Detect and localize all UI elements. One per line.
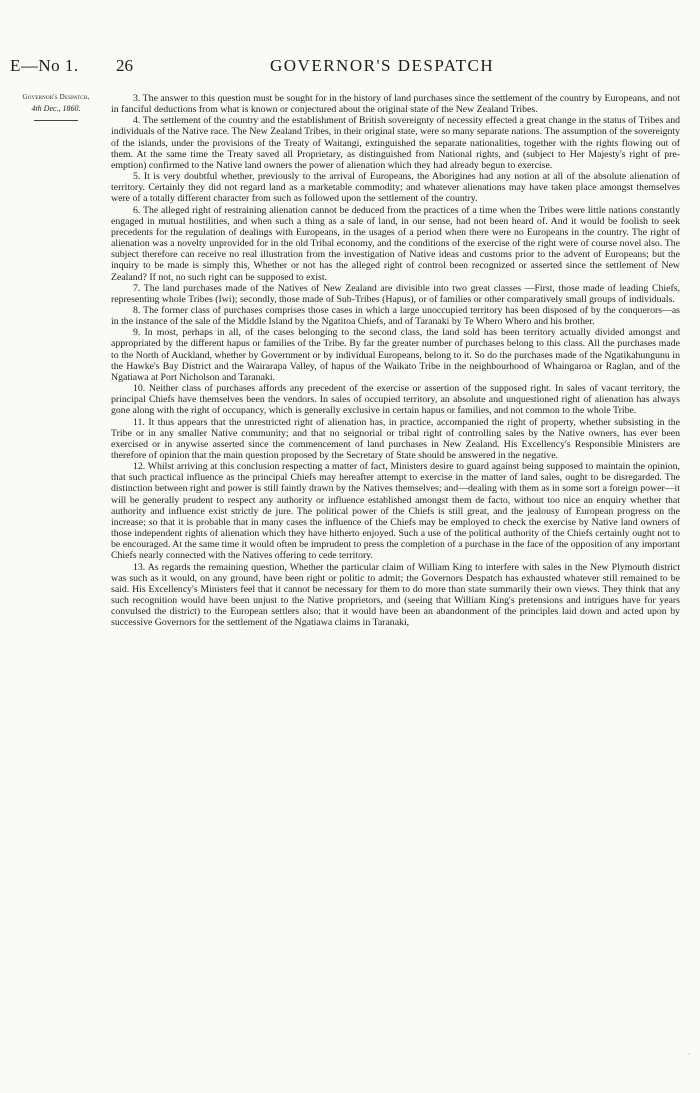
paragraph-11: 11. It thus appears that the unrestricted right of alienation has, in practice, accompanied the right of property, whether subsisting in the Tribe or in any smaller Native community; and that no seignorial or tribal right of controlling sales by the Native owners, has ever been exercised or in anywise asserted since the commencement of land purchases in New Zealand. His Excellency's Responsible Ministers are therefore of opinion that the main question proposed by the Secretary of State should be answered in the negative.: [111, 416, 680, 461]
paragraph-3: 3. The answer to this question must be sought for in the history of land purchases since the settlement of the country by Europeans, and not in fanciful deductions from what is known or conjectured about the original state of the New Zealand Tribes.: [111, 93, 680, 116]
document-reference: E—No 1.: [10, 56, 79, 75]
margin-note-date: 4th Dec., 1860.: [31, 104, 81, 113]
paragraph-5: 5. It is very doubtful whether, previously to the arrival of Europeans, the Aborigines had any notion at all of the absolute alienation of territory. Certainly they did not regard land as a marketable commodity; and whatever alienations may have taken place amongst themselves were of a totally different character from such as followed upon the settlement of the country.: [111, 171, 680, 205]
page-header: [0, 56, 700, 82]
page-title: GOVERNOR'S DESPATCH: [270, 56, 495, 75]
margin-note-rule: [34, 120, 78, 121]
despatch-body: [111, 93, 680, 629]
margin-note: [8, 92, 104, 121]
paragraph-7: 7. The land purchases made of the Natives of New Zealand are divisible into two great classes —First, those made of leading Chiefs, representing whole Tribes (Iwi); secondly, those made of Sub-Tribes (Hapus), or of families or other comparatively small groups of individuals.: [111, 282, 680, 305]
paragraph-13: 13. As regards the remaining question, Whether the particular claim of William King to interfere with sales in the New Plymouth district was such as it would, on any ground, have been right or politic to admit; the Governors Despatch has exhausted whatever still remained to be said. His Excellency's Ministers feel that it cannot be necessary for them to do more than state summarily their own views. They think that any such recognition would have been unjust to the Native proprietors, and (seeing that William King's pretensions and intrigues have for years convulsed the district) to the European settlers also; that it would have been an abandonment of the principles laid down and acted upon by successive Governors for the settlement of the Ngatiawa claims in Taranaki,: [111, 561, 680, 629]
margin-mark: ·: [688, 1050, 691, 1059]
page-number: 26: [116, 56, 133, 75]
paragraph-8: 8. The former class of purchases comprises those cases in which a large unoccupied territory has been disposed of by the conquerors—as in the instance of the sale of the Middle Island by the Ngatitoa Chiefs, and of Taranaki by Te Whero Whero and his brother.: [111, 304, 680, 328]
paragraph-9: 9. In most, perhaps in all, of the cases belonging to the second class, the land sold has been territory actually divided amongst and appropriated by the different hapus or families of the Tribe. By far the greater number of purchases belong to this class. All the purchases made to the North of Auckland, whether by Government or by individual Europeans, belong to it. So do the purchases made of the Ngatikahungunu in the Hawke's Bay District and the Wairarapa Valley, of hapus of the Waikato Tribe in the neighbourhood of Whaingaroa or Raglan, and of the Ngatiawa at Port Nicholson and Taranaki.: [111, 327, 680, 383]
paragraph-10: 10. Neither class of purchases affords any precedent of the exercise or assertion of the supposed right. In sales of vacant territory, the principal Chiefs have themselves been the vendors. In sales of occupied territory, an absolute and unquestioned right of alienation has always gone along with the right of occupancy, which is generally exclusive in certain hapus or families, and not common to the whole Tribe.: [111, 383, 680, 417]
paragraph-12: 12. Whilst arriving at this conclusion respecting a matter of fact, Ministers desire to guard against being supposed to maintain the opinion, that such practical influence as the principal Chiefs may hereafter attempt to exercise in the matter of land sales, ought to be disregarded. The distinction between right and power is still faintly drawn by the Natives themselves; and—dealing with them as in some sort a foreign power—it will be generally prudent to respect any authority or influence established amongst them de facto, without too nice an enquiry whether that authority and influence exist strictly de jure. The political power of the Chiefs is still great, and the jealousy of European progress on the increase; so that it is probable that in many cases the influence of the Chiefs may be employed to check the exercise by Native land owners of those independent rights of alienation which they have hitherto enjoyed. Such a use of the political authority of the Chiefs certainly ought not to be encouraged. At the same time it would often be imprudent to press the completion of a purchase in the face of the opposition of any important Chiefs nearly connected with the Natives offering to cede territory.: [111, 461, 680, 562]
margin-note-source: Governor's Despatch,: [22, 93, 90, 101]
paragraph-6: 6. The alleged right of restraining alienation cannot be deduced from the practices of a time when the Tribes were little nations constantly engaged in mutual hostilities, and when such a thing as a sale of land, in our sense, had not been heard of. And it would be foolish to seek precedents for the regulation of dealings with Europeans, in the usages of a period when there were no Europeans in the country. The right of alienation was a novelty unprovided for in the old Tribal economy, and the conditions of the exercise of the right were of course novel also. The subject therefore can receive no real illustration from the investigation of Native ideas and customs prior to the advent of Europeans; but the inquiry to be made is simply this, Whether or not has the alleged right of control been recognized or asserted since the settlement of New Zealand? If not, no such right can be supposed to exist.: [111, 204, 680, 283]
paragraph-4: 4. The settlement of the country and the establishment of British sovereignty of necessity effected a great change in the status of Tribes and individuals of the Native race. The New Zealand Tribes, in their original state, were so many separate nations. The assumption of the sovereignty of the islands, under the provisions of the Treaty of Waitangi, extinguished the separate nationalities, together with the rights flowing out of them. At the same time the Treaty saved all Proprietary, as distinguished from National rights, and (subject to Her Majesty's right of pre-emption) confirmed to the Native land owners the power of alienation which they had already begun to exercise.: [111, 115, 680, 171]
